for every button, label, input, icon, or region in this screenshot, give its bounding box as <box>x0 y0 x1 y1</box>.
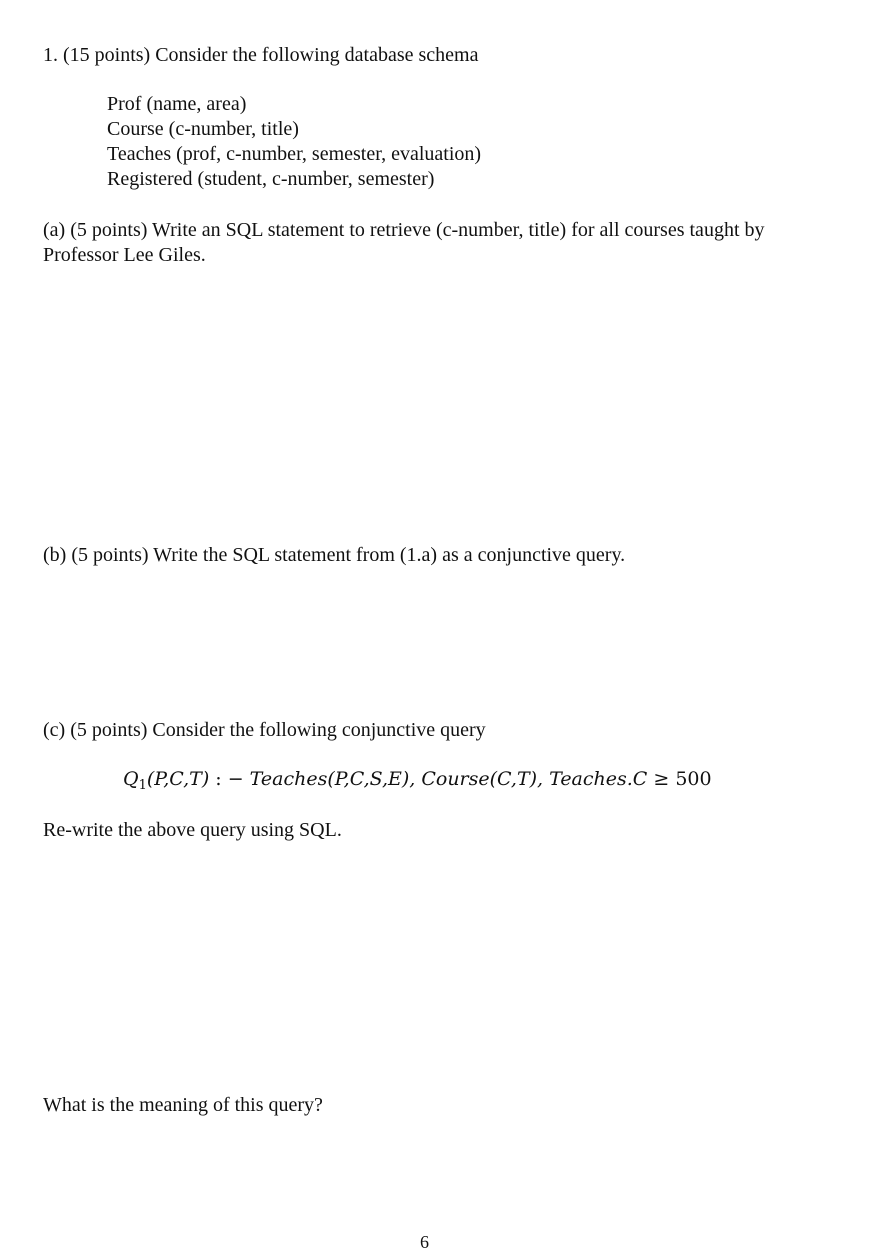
meaning-prompt: What is the meaning of this query? <box>43 1094 323 1116</box>
formula-body: Teaches(P,C,S,E), Course(C,T), Teaches.C <box>243 768 648 790</box>
page-number: 6 <box>420 1232 429 1252</box>
conjunctive-query-formula <box>123 766 712 799</box>
schema-list <box>107 92 481 192</box>
formula-head-args: (P,C,T) <box>146 768 210 790</box>
schema-teaches: Teaches (prof, c-number, semester, evaluation) <box>107 143 482 165</box>
formula-query-name: Q <box>123 768 139 790</box>
rewrite-prompt: Re-write the above query using SQL. <box>43 819 342 841</box>
schema-course: Course (c-number, title) <box>107 118 299 140</box>
schema-registered: Registered (student, c-number, semester) <box>107 168 435 190</box>
question-title: 1. (15 points) Consider the following database schema <box>43 44 479 66</box>
formula-separator: : − <box>209 768 244 790</box>
formula-comparison: ≥ 500 <box>647 768 712 790</box>
part-a-text: (a) (5 points) Write an SQL statement to retrieve (c-number, title) for all courses taught by Professor Lee Giles. <box>43 219 765 266</box>
part-b-text: (b) (5 points) Write the SQL statement from (1.a) as a conjunctive query. <box>43 544 626 566</box>
formula-subscript: 1 <box>138 778 147 793</box>
schema-prof: Prof (name, area) <box>107 93 247 115</box>
part-c-text: (c) (5 points) Consider the following conjunctive query <box>43 719 486 741</box>
